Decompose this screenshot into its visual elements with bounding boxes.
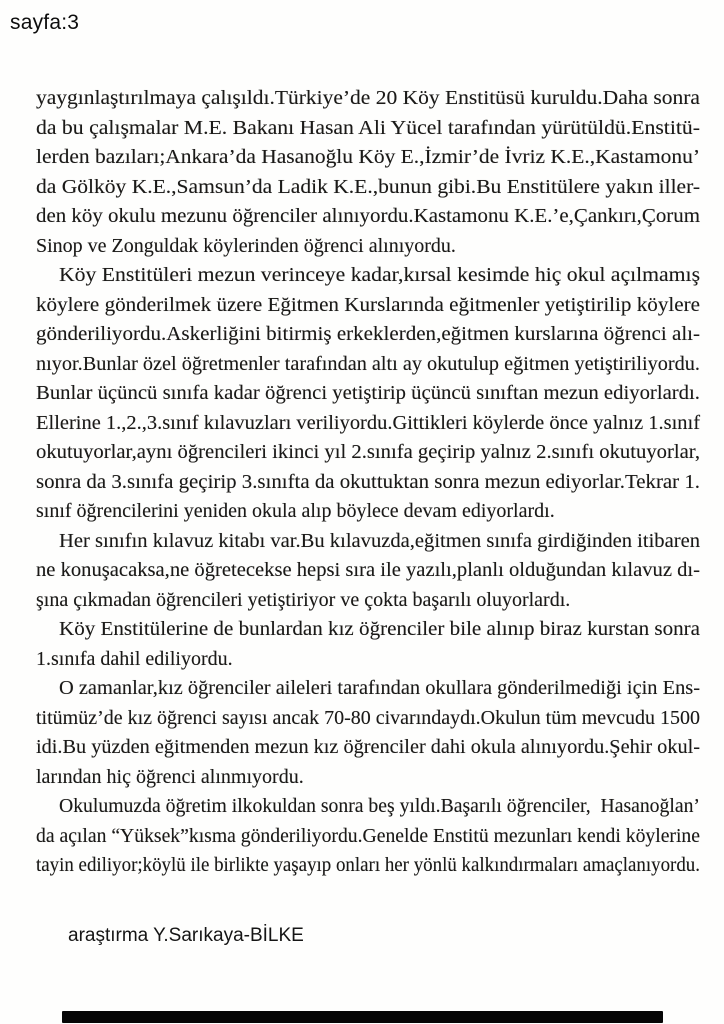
text-line: Sinop ve Zonguldak köylerinden öğrenci alınıyordu. (36, 234, 456, 257)
text-line: Okulumuzda öğretim ilkokuldan sonra beş yıldı.Başarılı öğrenciler, Hasanoğlan’ (59, 795, 700, 817)
text-line: Köy Enstitüleri mezun verinceye kadar,kırsal kesimde hiç okul açılmamış (59, 264, 701, 286)
text-line: da bu çalışmalar M.E. Bakanı Hasan Ali Yücel tarafından yürütüldü.Enstitü- (36, 116, 701, 139)
text-line: Bunlar üçüncü sınıfa kadar öğrenci yetiştirip üçüncü sınıftan mezun ediyorlardı. (36, 382, 700, 404)
text-line: okutuyorlar,aynı öğrencileri ikinci yıl 2.sınıfa geçirip yalnız 2.sınıfı okutuyorlar, (36, 441, 701, 463)
text-line: köylere gönderilmek üzere Eğitmen Kurslarında eğitmenler yetiştirilip köylere (36, 293, 701, 316)
document-text-block (36, 84, 700, 881)
text-line: nıyor.Bunlar özel öğretmenler tarafından altı ay okutulup eğitmen yetiştiriliyordu. (36, 352, 700, 375)
text-line: lerden bazıları;Ankara’da Hasanoğlu Köy E.,İzmir’de İvriz K.E.,Kastamonu’ (36, 146, 701, 168)
text-line: sınıf öğrencilerini yeniden okula alıp böylece devam ediyorlardı. (36, 500, 555, 522)
text-line: idi.Bu yüzden eğitmenden mezun kız öğrenciler dahi okula alınıyordu.Şehir okul- (36, 736, 700, 758)
research-credit-line: araştırma Y.Sarıkaya-BİLKE (68, 925, 304, 946)
text-line: Köy Enstitülerine de bunlardan kız öğrenciler bile alınıp biraz kurstan sonra (59, 618, 701, 640)
text-line: 1.sınıfa dahil ediliyordu. (36, 647, 233, 670)
text-line: den köy okulu mezunu öğrenciler alınıyordu.Kastamonu K.E.’e,Çankırı,Çorum (36, 205, 700, 227)
text-line: larından hiç öğrenci alınmıyordu. (36, 765, 304, 788)
text-line: da açılan “Yüksek”kısma gönderiliyordu.Genelde Enstitü mezunları kendi köylerine (36, 824, 700, 847)
text-line: yaygınlaştırılmaya çalışıldı.Türkiye’de 20 Köy Enstitüsü kuruldu.Daha sonra (36, 87, 700, 109)
text-line: şına çıkmadan öğrencileri yetiştiriyor ve çokta başarılı oluyorlardı. (36, 588, 571, 611)
scan-artifact-bar (62, 1011, 663, 1023)
text-line: titümüz’de kız öğrenci sayısı ancak 70-80 civarındaydı.Okulun tüm mevcudu 1500 (36, 706, 701, 729)
text-line: Her sınıfın kılavuz kitabı var.Bu kılavuzda,eğitmen sınıfa girdiğinden itibaren (59, 529, 701, 552)
text-line: gönderiliyordu.Askerliğini bitirmiş erkeklerden,eğitmen kurslarına öğrenci alı- (36, 323, 701, 345)
text-line: ne konuşacaksa,ne öğretecekse hepsi sıra ile yazılı,planlı olduğundan kılavuz dı- (36, 559, 701, 581)
text-line: Ellerine 1.,2.,3.sınıf kılavuzları veriliyordu.Gittikleri köylerde önce yalnız 1.sınıf (36, 411, 701, 434)
page-number-label: sayfa:3 (10, 11, 80, 34)
text-line: sonra da 3.sınıfa geçirip 3.sınıfta da okuttuktan sonra mezun ediyorlar.Tekrar 1. (36, 470, 700, 493)
text-line: da Gölköy K.E.,Samsun’da Ladik K.E.,bunun gibi.Bu Enstitülere yakın iller- (36, 175, 701, 198)
text-line: tayin ediliyor;köylü ile birlikte yaşayıp onları her yönlü kalkındırmaları amaçlanıyordu. (36, 854, 700, 876)
text-line: O zamanlar,kız öğrenciler aileleri tarafından okullara gönderilmediği için Ens- (59, 677, 701, 699)
